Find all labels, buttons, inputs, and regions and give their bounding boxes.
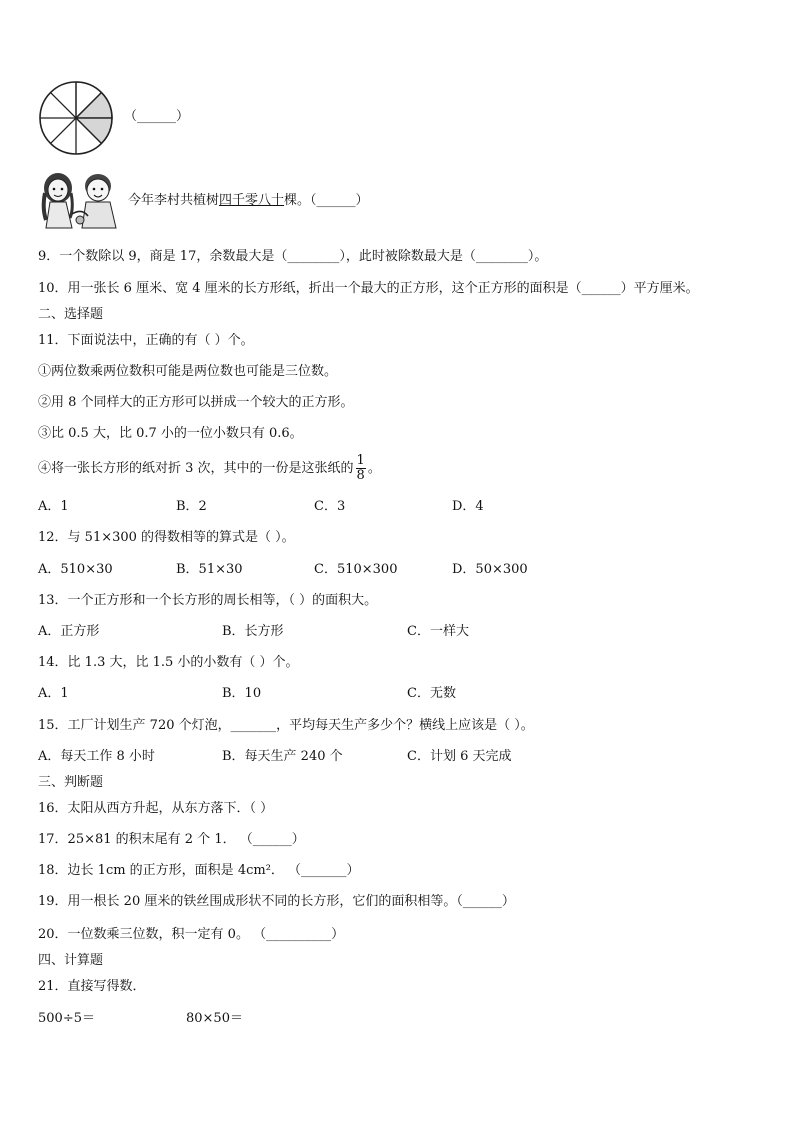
q14-option-b[interactable]: B．10 [222,686,262,701]
circle-eighths-icon [38,80,114,156]
calc-item-2[interactable]: 80×50＝ [186,1011,243,1026]
fraction-circle-figure [38,80,114,156]
question-11-stem: 11．下面说法中，正确的有（ ）个。 [38,333,254,348]
question-11-statement-3: ③比 0.5 大，比 0.7 小的一位小数只有 0.6。 [38,426,303,441]
statement-4-text: ④将一张长方形的纸对折 3 次，其中的一份是这张纸的 [38,461,354,476]
question-10: 10．用一张长 6 厘米、宽 4 厘米的长方形纸，折出一个最大的正方形，这个正方形的面积是（______）平方厘米。 [38,281,699,296]
q11-option-c[interactable]: C．3 [314,499,346,514]
tree-text-underlined: 四千零八十 [219,193,285,208]
question-17: 17．25×81 的积末尾有 2 个 1． （______） [38,832,305,847]
q15-option-b[interactable]: B．每天生产 240 个 [222,749,343,764]
q11-option-d[interactable]: D．4 [452,499,484,514]
children-cartoon-icon [36,168,124,230]
q12-option-d[interactable]: D．50×300 [452,562,528,577]
question-15-stem: 15．工厂计划生产 720 个灯泡，_______，平均每天生产多少个？横线上应该是（ ）。 [38,718,534,733]
question-19: 19．用一根长 20 厘米的铁丝围成形状不同的长方形，它们的面积相等。（______） [38,894,515,909]
question-13-stem: 13．一个正方形和一个长方形的周长相等，（ ）的面积大。 [38,593,378,608]
tree-planting-statement [128,192,369,210]
question-20: 20．一位数乘三位数，积一定有 0。 （__________） [38,927,345,942]
q14-option-c[interactable]: C．无数 [407,686,456,701]
fraction-denominator: 8 [356,468,365,483]
fraction-numerator: 1 [356,453,365,468]
question-11-statement-4 [38,452,381,486]
question-18: 18．边长 1cm 的正方形，面积是 4cm²． （_______） [38,863,360,878]
question-11-statement-1: ①两位数乘两位数积可能是两位数也可能是三位数。 [38,364,338,379]
q12-option-a[interactable]: A．510×30 [38,562,113,577]
q11-option-b[interactable]: B．2 [176,499,207,514]
q12-option-b[interactable]: B．51×30 [176,562,243,577]
q11-option-a[interactable]: A．1 [38,499,69,514]
question-11-statement-2: ②用 8 个同样大的正方形可以拼成一个较大的正方形。 [38,395,354,410]
q13-option-a[interactable]: A．正方形 [38,624,100,639]
section-title-judge: 三、判断题 [38,775,104,790]
q12-option-c[interactable]: C．510×300 [314,562,398,577]
question-14-stem: 14．比 1.3 大，比 1.5 小的小数有（ ）个。 [38,655,299,670]
section-title-choice: 二、选择题 [38,307,104,322]
tree-text-before: 今年李村共植树 [128,193,220,208]
kids-illustration [36,168,124,230]
section-title-calc: 四、计算题 [38,953,104,968]
q13-option-b[interactable]: B．长方形 [222,624,284,639]
fraction-one-eighth [356,454,366,483]
question-12-stem: 12．与 51×300 的得数相等的算式是（ ）。 [38,530,295,545]
q15-option-a[interactable]: A．每天工作 8 小时 [38,749,155,764]
question-16: 16．太阳从西方升起，从东方落下．（ ） [38,801,274,816]
question-21-stem: 21．直接写得数． [38,979,146,994]
statement-4-end: 。 [367,461,381,476]
tree-text-after[interactable]: 棵。（______） [284,193,369,208]
q14-option-a[interactable]: A．1 [38,686,69,701]
q13-option-c[interactable]: C．一样大 [407,624,469,639]
circle-answer-blank[interactable]: （______） [124,109,190,124]
q15-option-c[interactable]: C．计划 6 天完成 [407,749,512,764]
question-9: 9．一个数除以 9，商是 17，余数最大是（________），此时被除数最大是（________）。 [38,249,548,264]
calc-item-1[interactable]: 500÷5＝ [38,1011,95,1026]
